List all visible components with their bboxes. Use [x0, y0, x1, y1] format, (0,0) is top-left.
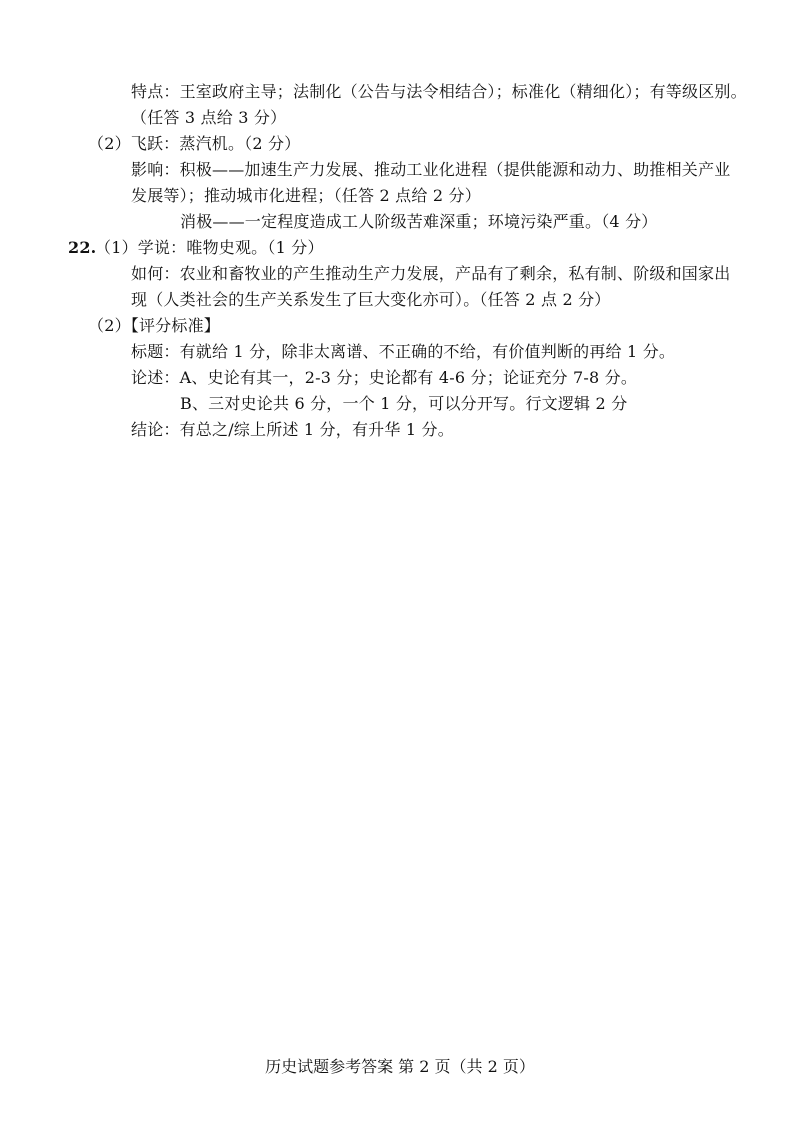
q22-argument-rule-a: 论述：A、史论有其一，2-3 分；史论都有 4-6 分；论证充分 7-8 分。 [131, 368, 638, 387]
q22-conclusion-rule: 结论：有总之/综上所述 1 分，有升华 1 分。 [131, 420, 454, 439]
q22-part2-heading: （2）【评分标准】 [88, 316, 220, 335]
q21-features-line-2: （任答 3 点给 3 分） [131, 108, 287, 127]
q21-features-line-1: 特点：王室政府主导；法制化（公告与法令相结合）；标准化（精细化）；有等级区别。 [131, 82, 747, 101]
q22-number: 22. [68, 238, 97, 257]
q22-part1: （1）学说：唯物史观。（1 分） [95, 238, 324, 257]
q21-impact-line-3: 消极——一定程度造成工人阶级苦难深重；环境污染严重。（4 分） [180, 212, 658, 231]
q22-argument-rule-b: B、三对史论共 6 分，一个 1 分，可以分开写。行文逻辑 2 分 [180, 394, 628, 413]
q21-part2-leap: （2）飞跃：蒸汽机。（2 分） [88, 134, 301, 153]
q21-impact-line-1: 影响：积极——加速生产力发展、推动工业化进程（提供能源和动力、助推相关产业 [131, 160, 731, 179]
q22-how-line-2: 现（人类社会的生产关系发生了巨大变化亦可）。（任答 2 点 2 分） [131, 290, 611, 309]
q21-impact-line-2: 发展等）；推动城市化进程；（任答 2 点给 2 分） [131, 186, 481, 205]
q22-title-rule: 标题：有就给 1 分，除非太离谱、不正确的不给，有价值判断的再给 1 分。 [131, 342, 676, 361]
page-footer: 历史试题参考答案 第 2 页（共 2 页） [265, 1057, 535, 1076]
q22-how-line-1: 如何：农业和畜牧业的产生推动生产力发展，产品有了剩余，私有制、阶级和国家出 [131, 264, 731, 283]
